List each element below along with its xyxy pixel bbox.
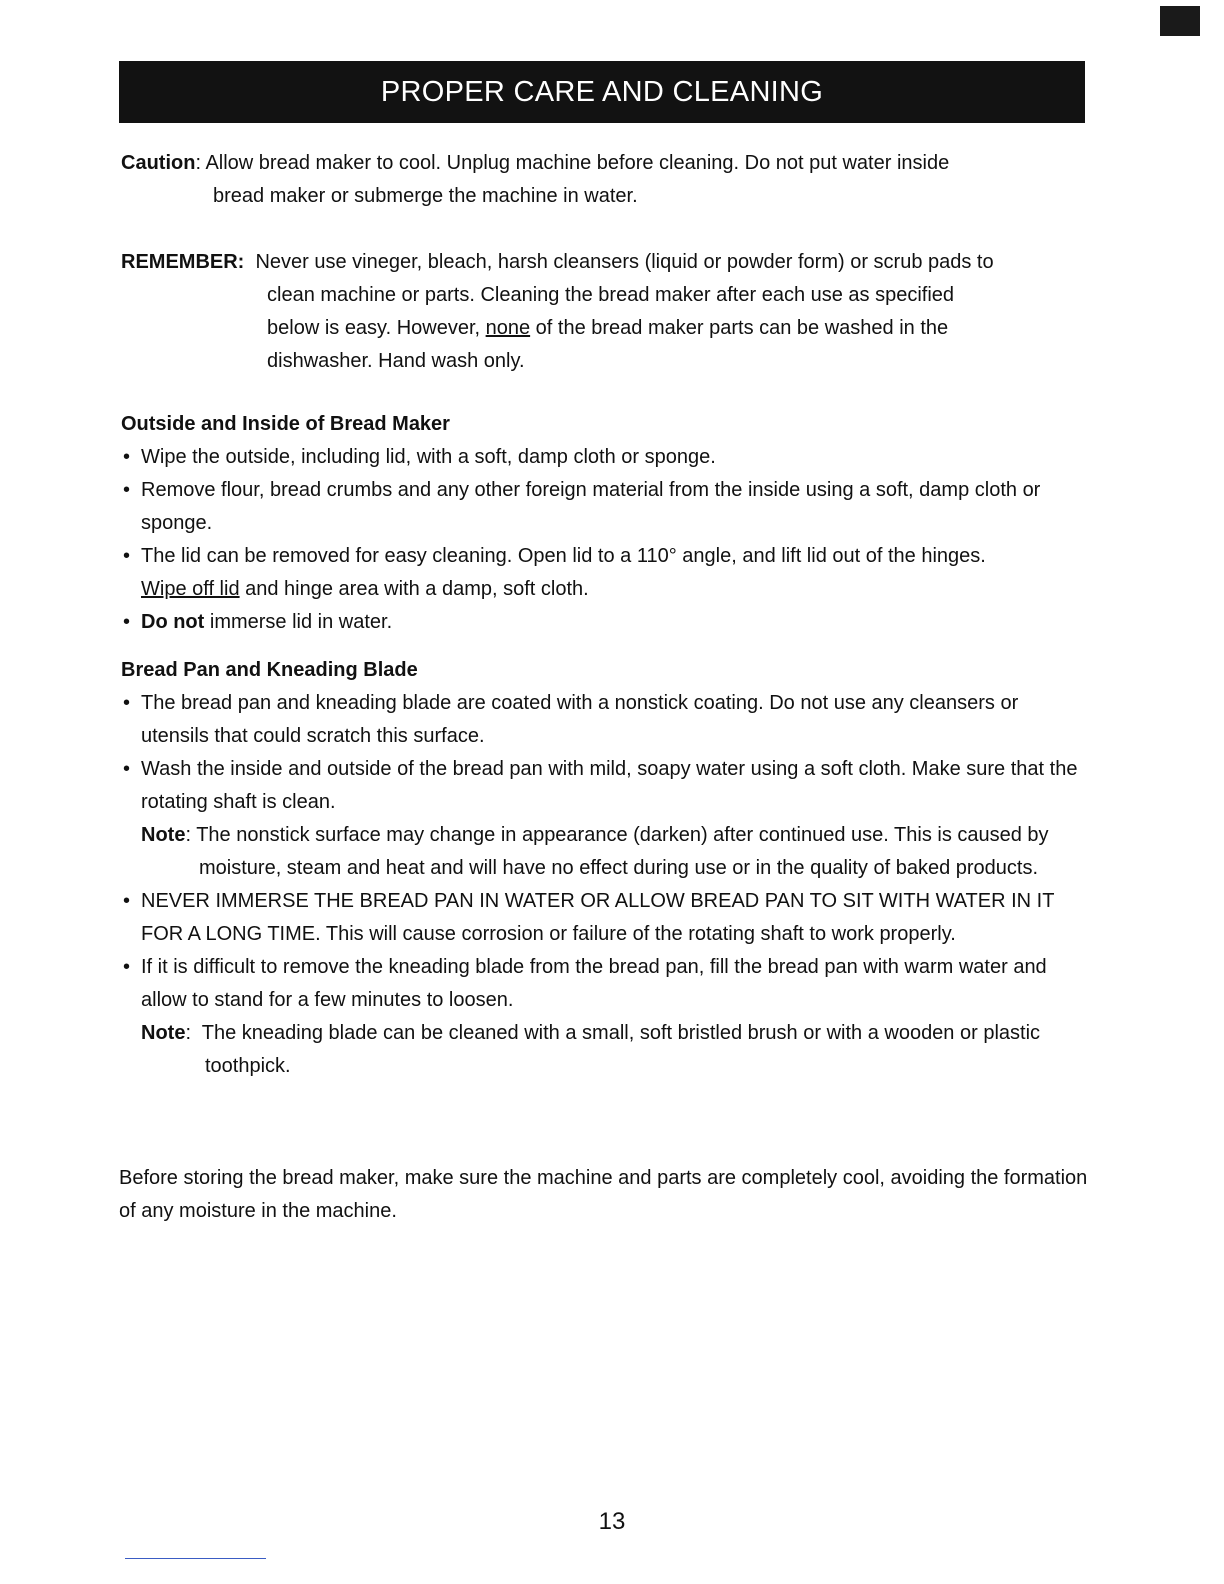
list-item: • Wipe the outside, including lid, with a soft, damp cloth or sponge. bbox=[123, 446, 716, 468]
remember-label: REMEMBER bbox=[121, 251, 238, 273]
outside-list bbox=[121, 441, 1086, 639]
corner-tab-mark bbox=[1160, 6, 1200, 36]
list-item: • Wash the inside and outside of the bread pan with mild, soapy water using a soft cloth. Make sure that the rotating shaft is clean. Note: The nonstick surface may change in appearance (darken) after continued use. This is caused by moisture, steam and heat and will have no effect during use or in the quality of baked products. bbox=[121, 753, 1086, 885]
caution-label: Caution bbox=[121, 152, 196, 174]
none-emphasis: none bbox=[485, 317, 531, 339]
caution-text-line2: bread maker or submerge the machine in water. bbox=[213, 185, 638, 207]
remember-paragraph: REMEMBER: Never use vineger, bleach, harsh cleansers (liquid or powder form) or scrub pads to clean machine or parts. Cleaning the bread maker after each use as specified below is easy. However, none of the bread maker parts can be washed in the dishwasher. Hand wash only. bbox=[121, 246, 1086, 378]
list-item: • The lid can be removed for easy cleaning. Open lid to a 110° angle, and lift lid out of the hinges. Wipe off lid and hinge area with a damp, soft cloth. bbox=[123, 545, 986, 600]
remember-text-line2: clean machine or parts. Cleaning the bread maker after each use as specified bbox=[267, 284, 955, 306]
remember-text-line3: below is easy. However, none of the bread maker parts can be washed in the bbox=[267, 317, 949, 339]
footer-rule bbox=[125, 1558, 266, 1559]
note-kneading-blade: Note: The kneading blade can be cleaned with a small, soft bristled brush or with a wooden or plastic toothpick. bbox=[141, 1022, 1041, 1077]
wipe-off-lid-emphasis: Wipe off lid bbox=[141, 578, 240, 600]
closing-paragraph: Before storing the bread maker, make sure the machine and parts are completely cool, avoiding the formation of any moisture in the machine. bbox=[119, 1167, 1088, 1222]
list-item: • NEVER IMMERSE THE BREAD PAN IN WATER OR ALLOW BREAD PAN TO SIT WITH WATER IN IT FOR A LONG TIME. This will cause corrosion or failure of the rotating shaft to work properly. bbox=[123, 890, 1055, 945]
do-not-emphasis: Do not bbox=[141, 611, 205, 633]
list-item: • Do not immerse lid in water. bbox=[123, 611, 393, 633]
page-title: PROPER CARE AND CLEANING bbox=[119, 61, 1085, 123]
remember-text-line4: dishwasher. Hand wash only. bbox=[267, 350, 525, 372]
caution-text-line1: Allow bread maker to cool. Unplug machine before cleaning. Do not put water inside bbox=[205, 152, 950, 174]
note-nonstick: Note: The nonstick surface may change in appearance (darken) after continued use. This is caused by moisture, steam and heat and will have no effect during use or in the quality of baked products. bbox=[141, 824, 1049, 879]
section-heading-outside: Outside and Inside of Bread Maker bbox=[121, 413, 450, 435]
list-item: • If it is difficult to remove the kneading blade from the bread pan, fill the bread pan with warm water and allow to stand for a few minutes to loosen. Note: The kneading blade can be cleaned with a small, soft bristled brush or with a wooden or plastic toothpick. bbox=[121, 951, 1086, 1083]
page-number: 13 bbox=[598, 1508, 626, 1535]
list-item: • Remove flour, bread crumbs and any other foreign material from the inside using a soft, damp cloth or sponge. bbox=[123, 479, 1041, 534]
list-item: • The bread pan and kneading blade are coated with a nonstick coating. Do not use any cleansers or utensils that could scratch this surface. bbox=[123, 692, 1019, 747]
pan-list bbox=[121, 687, 1086, 1083]
caution-paragraph: Caution: Allow bread maker to cool. Unplug machine before cleaning. Do not put water inside bread maker or submerge the machine in water. bbox=[121, 147, 1086, 213]
remember-text-line1: Never use vineger, bleach, harsh cleansers (liquid or powder form) or scrub pads to bbox=[255, 251, 994, 273]
section-heading-pan: Bread Pan and Kneading Blade bbox=[121, 659, 418, 681]
